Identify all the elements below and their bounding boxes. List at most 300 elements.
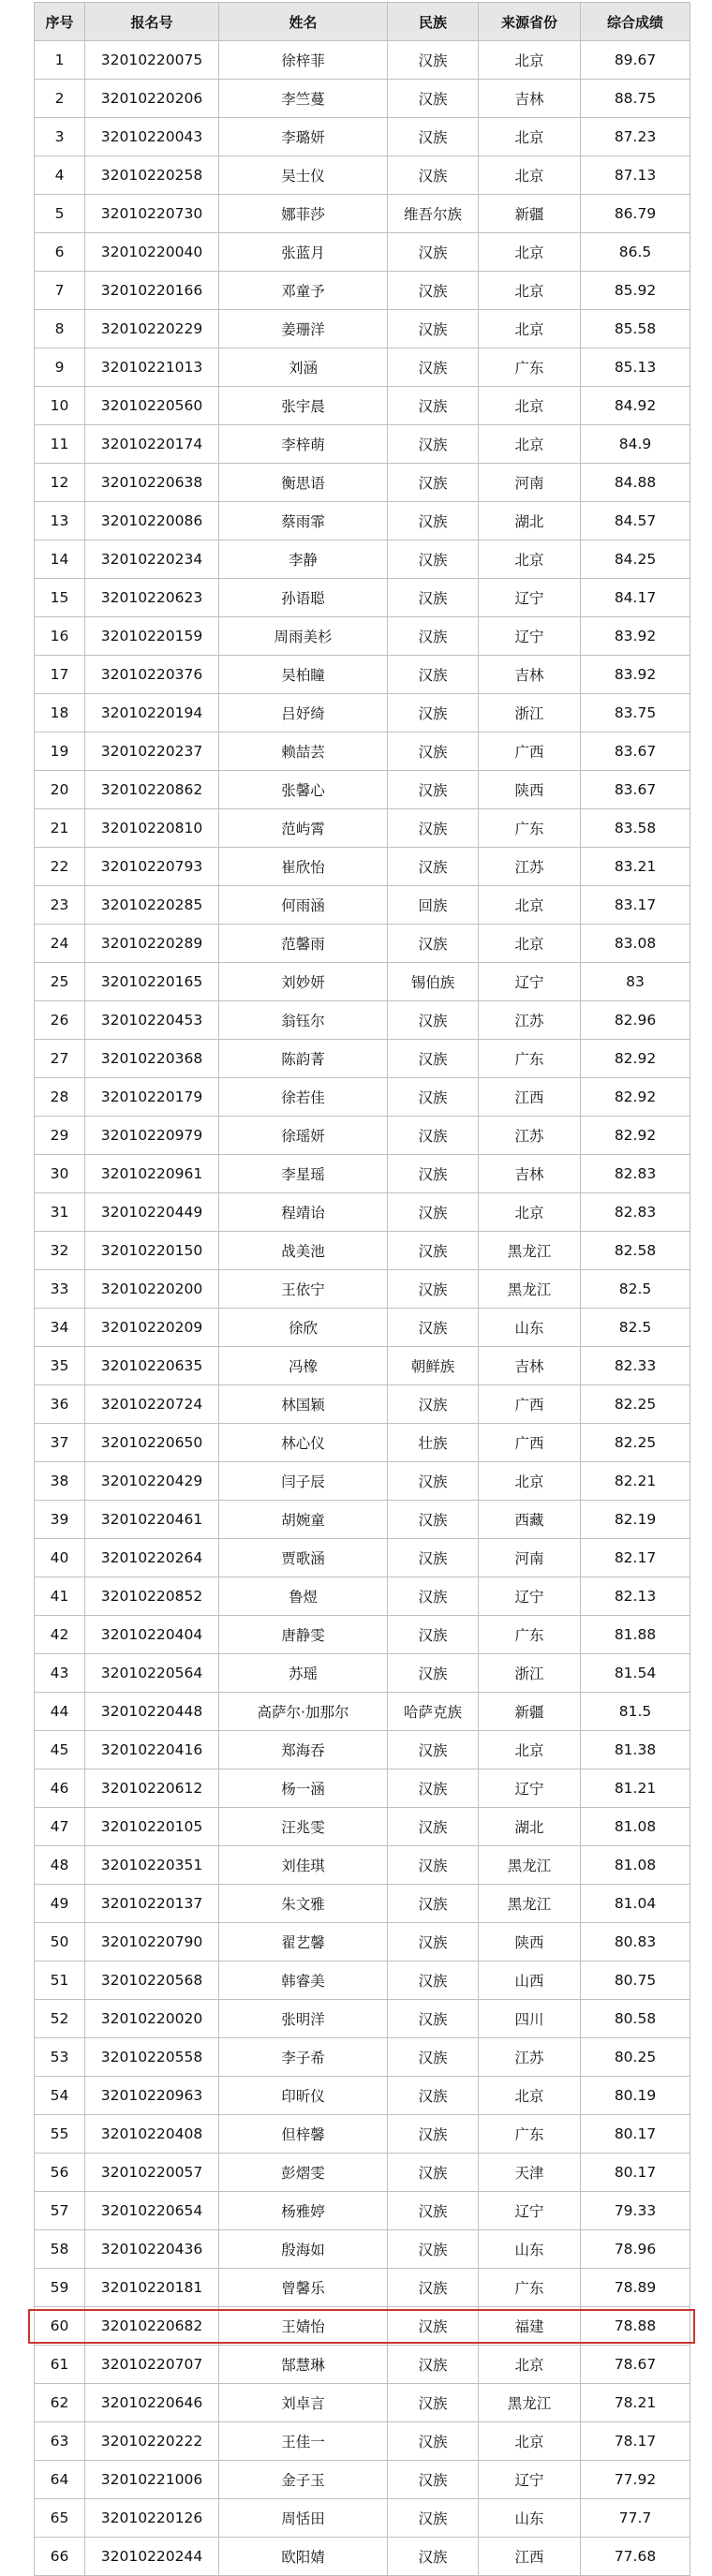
index-cell: 51 [35, 1962, 85, 2000]
score-cell: 80.19 [581, 2077, 690, 2115]
score-cell: 83.92 [581, 617, 690, 656]
table-row [35, 2307, 690, 2346]
index-cell: 4 [35, 156, 85, 195]
registration-number-cell: 32010220237 [85, 733, 219, 771]
score-cell: 83.58 [581, 809, 690, 848]
index-cell: 52 [35, 2000, 85, 2038]
ethnicity-cell: 汉族 [388, 41, 479, 80]
ethnicity-cell: 汉族 [388, 2346, 479, 2384]
table-header [35, 3, 690, 41]
registration-number-cell: 32010220810 [85, 809, 219, 848]
registration-number-cell: 32010220558 [85, 2038, 219, 2077]
table-row [35, 1309, 690, 1347]
ethnicity-cell: 汉族 [388, 1117, 479, 1155]
index-cell: 54 [35, 2077, 85, 2115]
index-cell: 30 [35, 1155, 85, 1193]
table-row [35, 1117, 690, 1155]
name-cell: 吴士仪 [219, 156, 388, 195]
ethnicity-cell: 汉族 [388, 272, 479, 310]
ethnicity-cell: 汉族 [388, 80, 479, 118]
name-cell: 印昕仪 [219, 2077, 388, 2115]
table-row [35, 1539, 690, 1577]
score-cell: 82.33 [581, 1347, 690, 1385]
index-cell: 22 [35, 848, 85, 886]
index-cell: 15 [35, 579, 85, 617]
name-cell: 但梓馨 [219, 2115, 388, 2154]
index-cell: 46 [35, 1769, 85, 1808]
registration-number-cell: 32010220568 [85, 1962, 219, 2000]
ethnicity-cell: 汉族 [388, 2269, 479, 2307]
province-cell: 北京 [479, 233, 581, 272]
ethnicity-cell: 汉族 [388, 1232, 479, 1270]
province-cell: 广东 [479, 809, 581, 848]
province-cell: 北京 [479, 2077, 581, 2115]
name-cell: 范馨雨 [219, 925, 388, 963]
table-row [35, 886, 690, 925]
index-cell: 64 [35, 2461, 85, 2499]
ethnicity-cell: 汉族 [388, 2192, 479, 2230]
registration-number-cell: 32010220179 [85, 1078, 219, 1117]
score-cell: 82.83 [581, 1193, 690, 1232]
score-cell: 80.75 [581, 1962, 690, 2000]
table-row [35, 2000, 690, 2038]
score-cell: 81.54 [581, 1654, 690, 1693]
ethnicity-cell: 汉族 [388, 2461, 479, 2499]
province-cell: 广西 [479, 1385, 581, 1424]
name-cell: 曾馨乐 [219, 2269, 388, 2307]
province-cell: 北京 [479, 540, 581, 579]
index-cell: 62 [35, 2384, 85, 2422]
province-cell: 辽宁 [479, 1577, 581, 1616]
province-cell: 四川 [479, 2000, 581, 2038]
registration-number-cell: 32010220623 [85, 579, 219, 617]
province-cell: 河南 [479, 1539, 581, 1577]
province-cell: 北京 [479, 886, 581, 925]
table-row [35, 1193, 690, 1232]
ethnicity-cell: 汉族 [388, 2307, 479, 2346]
province-cell: 北京 [479, 1193, 581, 1232]
score-cell: 82.92 [581, 1078, 690, 1117]
score-cell: 84.88 [581, 464, 690, 502]
index-cell: 7 [35, 272, 85, 310]
index-cell: 65 [35, 2499, 85, 2538]
table-row [35, 925, 690, 963]
score-cell: 83.08 [581, 925, 690, 963]
name-cell: 娜菲莎 [219, 195, 388, 233]
province-cell: 天津 [479, 2154, 581, 2192]
score-cell: 81.08 [581, 1808, 690, 1846]
name-cell: 翁钰尔 [219, 1001, 388, 1040]
score-cell: 84.17 [581, 579, 690, 617]
index-cell: 25 [35, 963, 85, 1001]
table-row [35, 464, 690, 502]
ethnicity-cell: 汉族 [388, 2077, 479, 2115]
index-cell: 55 [35, 2115, 85, 2154]
registration-number-cell: 32010220730 [85, 195, 219, 233]
registration-number-cell: 32010220408 [85, 2115, 219, 2154]
score-cell: 85.92 [581, 272, 690, 310]
registration-number-cell: 32010220560 [85, 387, 219, 425]
ethnicity-cell: 朝鲜族 [388, 1347, 479, 1385]
name-cell: 鲁煜 [219, 1577, 388, 1616]
province-cell: 江苏 [479, 848, 581, 886]
name-cell: 胡婉童 [219, 1501, 388, 1539]
ethnicity-cell: 汉族 [388, 656, 479, 694]
registration-number-cell: 32010220979 [85, 1117, 219, 1155]
registration-number-cell: 32010220654 [85, 2192, 219, 2230]
ethnicity-cell: 汉族 [388, 2038, 479, 2077]
name-cell: 孙语聪 [219, 579, 388, 617]
table-row [35, 1040, 690, 1078]
score-cell: 89.67 [581, 41, 690, 80]
score-cell: 78.67 [581, 2346, 690, 2384]
registration-number-cell: 32010220200 [85, 1270, 219, 1309]
index-cell: 53 [35, 2038, 85, 2077]
name-cell: 韩睿美 [219, 1962, 388, 2000]
score-cell: 81.5 [581, 1693, 690, 1731]
table-row [35, 694, 690, 733]
ethnicity-cell: 汉族 [388, 1385, 479, 1424]
name-cell: 范屿霄 [219, 809, 388, 848]
index-cell: 50 [35, 1923, 85, 1962]
province-cell: 湖北 [479, 502, 581, 540]
table-row [35, 1616, 690, 1654]
ethnicity-cell: 汉族 [388, 1501, 479, 1539]
registration-number-cell: 32010220222 [85, 2422, 219, 2461]
name-cell: 郑海吞 [219, 1731, 388, 1769]
name-cell: 徐欣 [219, 1309, 388, 1347]
score-cell: 78.88 [581, 2307, 690, 2346]
registration-number-cell: 32010220707 [85, 2346, 219, 2384]
ethnicity-cell: 汉族 [388, 233, 479, 272]
registration-number-cell: 32010220790 [85, 1923, 219, 1962]
index-cell: 32 [35, 1232, 85, 1270]
ethnicity-cell: 汉族 [388, 1616, 479, 1654]
province-cell: 北京 [479, 1731, 581, 1769]
name-cell: 朱文雅 [219, 1885, 388, 1923]
province-cell: 福建 [479, 2307, 581, 2346]
registration-number-cell: 32010220086 [85, 502, 219, 540]
index-cell: 26 [35, 1001, 85, 1040]
registration-number-cell: 32010220020 [85, 2000, 219, 2038]
province-cell: 广东 [479, 348, 581, 387]
table-row [35, 1577, 690, 1616]
registration-number-cell: 32010220285 [85, 886, 219, 925]
index-cell: 43 [35, 1654, 85, 1693]
name-cell: 刘卓言 [219, 2384, 388, 2422]
name-cell: 衡思语 [219, 464, 388, 502]
index-cell: 28 [35, 1078, 85, 1117]
province-cell: 黑龙江 [479, 2384, 581, 2422]
province-cell: 新疆 [479, 1693, 581, 1731]
ethnicity-cell: 汉族 [388, 387, 479, 425]
registration-number-cell: 32010220057 [85, 2154, 219, 2192]
index-cell: 45 [35, 1731, 85, 1769]
registration-number-cell: 32010220165 [85, 963, 219, 1001]
name-cell: 张馨心 [219, 771, 388, 809]
score-cell: 82.19 [581, 1501, 690, 1539]
table-row [35, 2230, 690, 2269]
score-cell: 82.83 [581, 1155, 690, 1193]
registration-number-cell: 32010220150 [85, 1232, 219, 1270]
score-cell: 84.57 [581, 502, 690, 540]
score-cell: 80.25 [581, 2038, 690, 2077]
index-cell: 8 [35, 310, 85, 348]
province-cell: 陕西 [479, 771, 581, 809]
province-cell: 北京 [479, 41, 581, 80]
registration-number-cell: 32010220449 [85, 1193, 219, 1232]
name-cell: 李梓萌 [219, 425, 388, 464]
province-cell: 江西 [479, 2538, 581, 2576]
index-cell: 23 [35, 886, 85, 925]
registration-number-cell: 32010220244 [85, 2538, 219, 2576]
table-row [35, 1501, 690, 1539]
registration-number-cell: 32010220638 [85, 464, 219, 502]
registration-number-cell: 32010220264 [85, 1539, 219, 1577]
index-cell: 38 [35, 1462, 85, 1501]
ethnicity-cell: 汉族 [388, 1040, 479, 1078]
registration-number-cell: 32010220105 [85, 1808, 219, 1846]
registration-number-cell: 32010221013 [85, 348, 219, 387]
index-cell: 16 [35, 617, 85, 656]
name-cell: 姜珊洋 [219, 310, 388, 348]
ethnicity-cell: 汉族 [388, 2154, 479, 2192]
score-cell: 82.58 [581, 1232, 690, 1270]
table-row [35, 1769, 690, 1808]
name-cell: 战美池 [219, 1232, 388, 1270]
name-cell: 徐梓菲 [219, 41, 388, 80]
ethnicity-cell: 汉族 [388, 1155, 479, 1193]
ethnicity-cell: 汉族 [388, 1270, 479, 1309]
ethnicity-cell: 汉族 [388, 771, 479, 809]
score-cell: 82.92 [581, 1117, 690, 1155]
province-cell: 山东 [479, 2499, 581, 2538]
registration-number-cell: 32010220646 [85, 2384, 219, 2422]
name-cell: 闫子辰 [219, 1462, 388, 1501]
ethnicity-cell: 汉族 [388, 425, 479, 464]
column-header-province: 来源省份 [479, 3, 581, 41]
ethnicity-cell: 汉族 [388, 733, 479, 771]
index-cell: 18 [35, 694, 85, 733]
score-cell: 81.88 [581, 1616, 690, 1654]
province-cell: 黑龙江 [479, 1232, 581, 1270]
name-cell: 李静 [219, 540, 388, 579]
ethnicity-cell: 哈萨克族 [388, 1693, 479, 1731]
index-cell: 14 [35, 540, 85, 579]
name-cell: 张宇晨 [219, 387, 388, 425]
province-cell: 陕西 [479, 1923, 581, 1962]
province-cell: 黑龙江 [479, 1270, 581, 1309]
ethnicity-cell: 汉族 [388, 617, 479, 656]
table-row [35, 1155, 690, 1193]
index-cell: 3 [35, 118, 85, 156]
province-cell: 吉林 [479, 1155, 581, 1193]
score-cell: 83.67 [581, 771, 690, 809]
index-cell: 58 [35, 2230, 85, 2269]
registration-number-cell: 32010220650 [85, 1424, 219, 1462]
province-cell: 辽宁 [479, 1769, 581, 1808]
name-cell: 李竺蔓 [219, 80, 388, 118]
score-cell: 82.25 [581, 1385, 690, 1424]
name-cell: 赖喆芸 [219, 733, 388, 771]
table-row [35, 348, 690, 387]
name-cell: 张蓝月 [219, 233, 388, 272]
province-cell: 广东 [479, 2115, 581, 2154]
table-body [35, 41, 690, 2576]
index-cell: 63 [35, 2422, 85, 2461]
table-row [35, 1385, 690, 1424]
ethnicity-cell: 汉族 [388, 1078, 479, 1117]
table-row [35, 1962, 690, 2000]
registration-number-cell: 32010220461 [85, 1501, 219, 1539]
province-cell: 吉林 [479, 656, 581, 694]
ethnicity-cell: 汉族 [388, 1962, 479, 2000]
name-cell: 陈韵菁 [219, 1040, 388, 1078]
index-cell: 40 [35, 1539, 85, 1577]
ethnicity-cell: 维吾尔族 [388, 195, 479, 233]
score-cell: 83.17 [581, 886, 690, 925]
score-cell: 82.5 [581, 1270, 690, 1309]
table-row [35, 1001, 690, 1040]
registration-number-cell: 32010220404 [85, 1616, 219, 1654]
index-cell: 42 [35, 1616, 85, 1654]
index-cell: 56 [35, 2154, 85, 2192]
name-cell: 邓童予 [219, 272, 388, 310]
name-cell: 李璐妍 [219, 118, 388, 156]
province-cell: 山东 [479, 2230, 581, 2269]
registration-number-cell: 32010220159 [85, 617, 219, 656]
name-cell: 何雨涵 [219, 886, 388, 925]
name-cell: 彭熠雯 [219, 2154, 388, 2192]
table-row [35, 2499, 690, 2538]
index-cell: 57 [35, 2192, 85, 2230]
ethnicity-cell: 汉族 [388, 1309, 479, 1347]
province-cell: 河南 [479, 464, 581, 502]
column-header-index: 序号 [35, 3, 85, 41]
table-row [35, 2422, 690, 2461]
ethnicity-cell: 汉族 [388, 1769, 479, 1808]
province-cell: 浙江 [479, 1654, 581, 1693]
registration-number-cell: 32010220376 [85, 656, 219, 694]
score-cell: 82.21 [581, 1462, 690, 1501]
registration-number-cell: 32010220635 [85, 1347, 219, 1385]
score-cell: 80.17 [581, 2115, 690, 2154]
score-cell: 84.92 [581, 387, 690, 425]
registration-number-cell: 32010220436 [85, 2230, 219, 2269]
province-cell: 北京 [479, 387, 581, 425]
name-cell: 程靖诒 [219, 1193, 388, 1232]
registration-number-cell: 32010220682 [85, 2307, 219, 2346]
table-row [35, 540, 690, 579]
score-cell: 84.25 [581, 540, 690, 579]
index-cell: 66 [35, 2538, 85, 2576]
column-header-name: 姓名 [219, 3, 388, 41]
name-cell: 徐若佳 [219, 1078, 388, 1117]
index-cell: 6 [35, 233, 85, 272]
score-cell: 78.89 [581, 2269, 690, 2307]
table-row [35, 617, 690, 656]
province-cell: 江苏 [479, 1001, 581, 1040]
score-cell: 85.58 [581, 310, 690, 348]
name-cell: 王佳一 [219, 2422, 388, 2461]
table-row [35, 118, 690, 156]
table-row [35, 2538, 690, 2576]
province-cell: 辽宁 [479, 579, 581, 617]
ethnicity-cell: 汉族 [388, 1462, 479, 1501]
column-header-ethnicity: 民族 [388, 3, 479, 41]
province-cell: 辽宁 [479, 617, 581, 656]
index-cell: 37 [35, 1424, 85, 1462]
ethnicity-cell: 汉族 [388, 540, 479, 579]
table-row [35, 771, 690, 809]
index-cell: 11 [35, 425, 85, 464]
score-cell: 77.7 [581, 2499, 690, 2538]
province-cell: 广东 [479, 1040, 581, 1078]
name-cell: 蔡雨霏 [219, 502, 388, 540]
ethnicity-cell: 汉族 [388, 809, 479, 848]
score-cell: 80.83 [581, 1923, 690, 1962]
ethnicity-cell: 汉族 [388, 1193, 479, 1232]
name-cell: 贾歌涵 [219, 1539, 388, 1577]
name-cell: 李星瑶 [219, 1155, 388, 1193]
table-row [35, 425, 690, 464]
registration-number-cell: 32010220724 [85, 1385, 219, 1424]
score-cell: 82.92 [581, 1040, 690, 1078]
index-cell: 2 [35, 80, 85, 118]
province-cell: 北京 [479, 272, 581, 310]
index-cell: 61 [35, 2346, 85, 2384]
province-cell: 黑龙江 [479, 1885, 581, 1923]
index-cell: 60 [35, 2307, 85, 2346]
ethnicity-cell: 汉族 [388, 2000, 479, 2038]
registration-number-cell: 32010220043 [85, 118, 219, 156]
ethnicity-cell: 汉族 [388, 2422, 479, 2461]
table-row [35, 387, 690, 425]
ethnicity-cell: 汉族 [388, 1654, 479, 1693]
name-cell: 苏瑶 [219, 1654, 388, 1693]
province-cell: 北京 [479, 2422, 581, 2461]
score-cell: 83 [581, 963, 690, 1001]
table-row [35, 80, 690, 118]
registration-number-cell: 32010220612 [85, 1769, 219, 1808]
score-cell: 81.08 [581, 1846, 690, 1885]
registration-number-cell: 32010220209 [85, 1309, 219, 1347]
registration-number-cell: 32010220234 [85, 540, 219, 579]
registration-number-cell: 32010220961 [85, 1155, 219, 1193]
index-cell: 27 [35, 1040, 85, 1078]
table-row [35, 963, 690, 1001]
table-row [35, 1923, 690, 1962]
table-row [35, 2269, 690, 2307]
table-row [35, 1808, 690, 1846]
ethnicity-cell: 汉族 [388, 579, 479, 617]
registration-number-cell: 32010220368 [85, 1040, 219, 1078]
table-row [35, 1462, 690, 1501]
table-row [35, 41, 690, 80]
ethnicity-cell: 汉族 [388, 156, 479, 195]
province-cell: 北京 [479, 310, 581, 348]
name-cell: 汪兆雯 [219, 1808, 388, 1846]
index-cell: 17 [35, 656, 85, 694]
name-cell: 郜慧琳 [219, 2346, 388, 2384]
table-row [35, 272, 690, 310]
table-row [35, 1078, 690, 1117]
province-cell: 新疆 [479, 195, 581, 233]
registration-number-cell: 32010220166 [85, 272, 219, 310]
score-cell: 79.33 [581, 2192, 690, 2230]
index-cell: 59 [35, 2269, 85, 2307]
province-cell: 北京 [479, 118, 581, 156]
